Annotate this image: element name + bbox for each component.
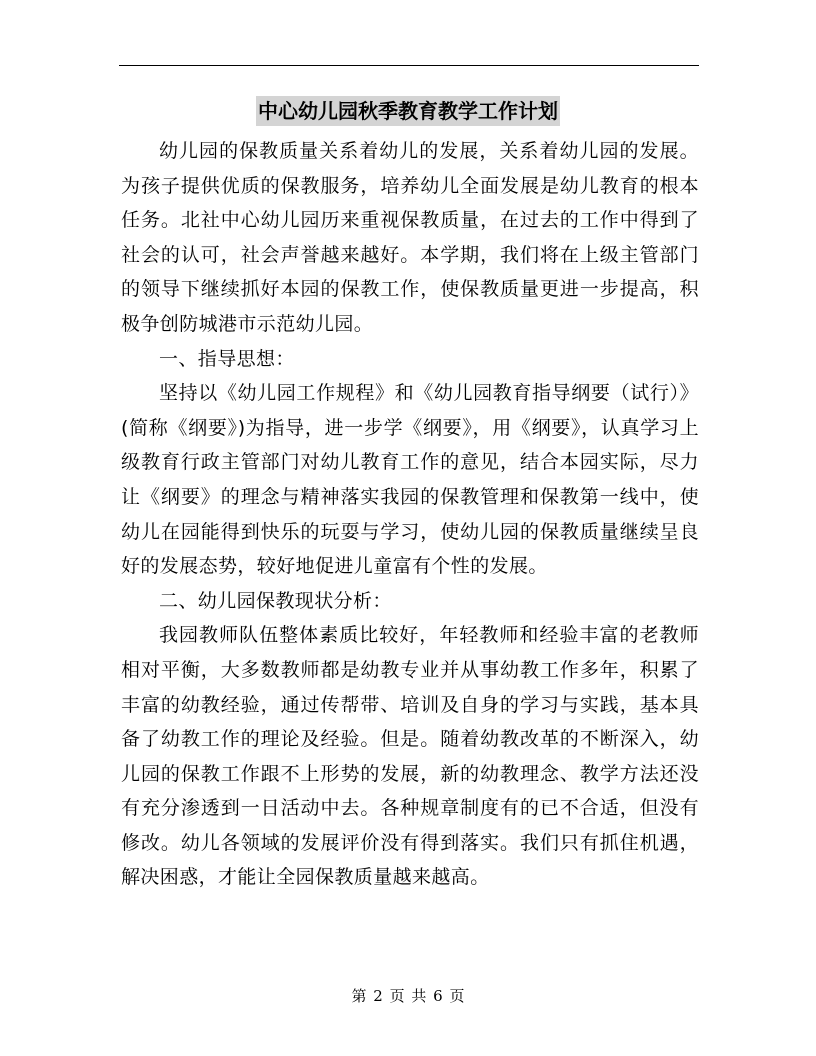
document-body	[121, 134, 699, 895]
header-rule	[119, 65, 699, 66]
paragraph-intro: 幼儿园的保教质量关系着幼儿的发展，关系着幼儿园的发展。为孩子提供优质的保教服务，培养幼儿全面发展是幼儿教育的根本任务。北社中心幼儿园历来重视保教质量，在过去的工作中得到了社会的认可，社会声誉越来越好。本学期，我们将在上级主管部门的领导下继续抓好本园的保教工作，使保教质量更进一步提高，积极争创防城港市示范幼儿园。	[121, 140, 699, 335]
section-heading-status-analysis: 二、幼儿园保教现状分析：	[159, 589, 392, 612]
section-heading-guiding-ideology: 一、指导思想：	[159, 347, 295, 370]
document-title: 中心幼儿园秋季教育教学工作计划	[256, 96, 560, 126]
document-title-row	[0, 96, 816, 126]
page-number: 第 2 页 共 6 页	[351, 987, 465, 1005]
paragraph-guiding-ideology: 坚持以《幼儿园工作规程》和《幼儿园教育指导纲要（试行）》(简称《纲要》)为指导，进一步学《纲要》，用《纲要》，认真学习上级教育行政主管部门对幼儿教育工作的意见，结合本园实际，尽力让《纲要》的理念与精神落实我园的保教管理和保教第一线中，使幼儿在园能得到快乐的玩耍与学习，使幼儿园的保教质量继续呈良好的发展态势，较好地促进儿童富有个性的发展。	[121, 382, 699, 578]
paragraph-status-analysis: 我园教师队伍整体素质比较好，年轻教师和经验丰富的老教师相对平衡，大多数教师都是幼教专业并从事幼教工作多年，积累了丰富的幼教经验，通过传帮带、培训及自身的学习与实践，基本具备了幼教工作的理论及经验。但是。随着幼教改革的不断深入，幼儿园的保教工作跟不上形势的发展，新的幼教理念、教学方法还没有充分渗透到一日活动中去。各种规章制度有的已不合适，但没有修改。幼儿各领域的发展评价没有得到落实。我们只有抓住机遇，解决困惑，才能让全园保教质量越来越高。	[121, 624, 699, 889]
